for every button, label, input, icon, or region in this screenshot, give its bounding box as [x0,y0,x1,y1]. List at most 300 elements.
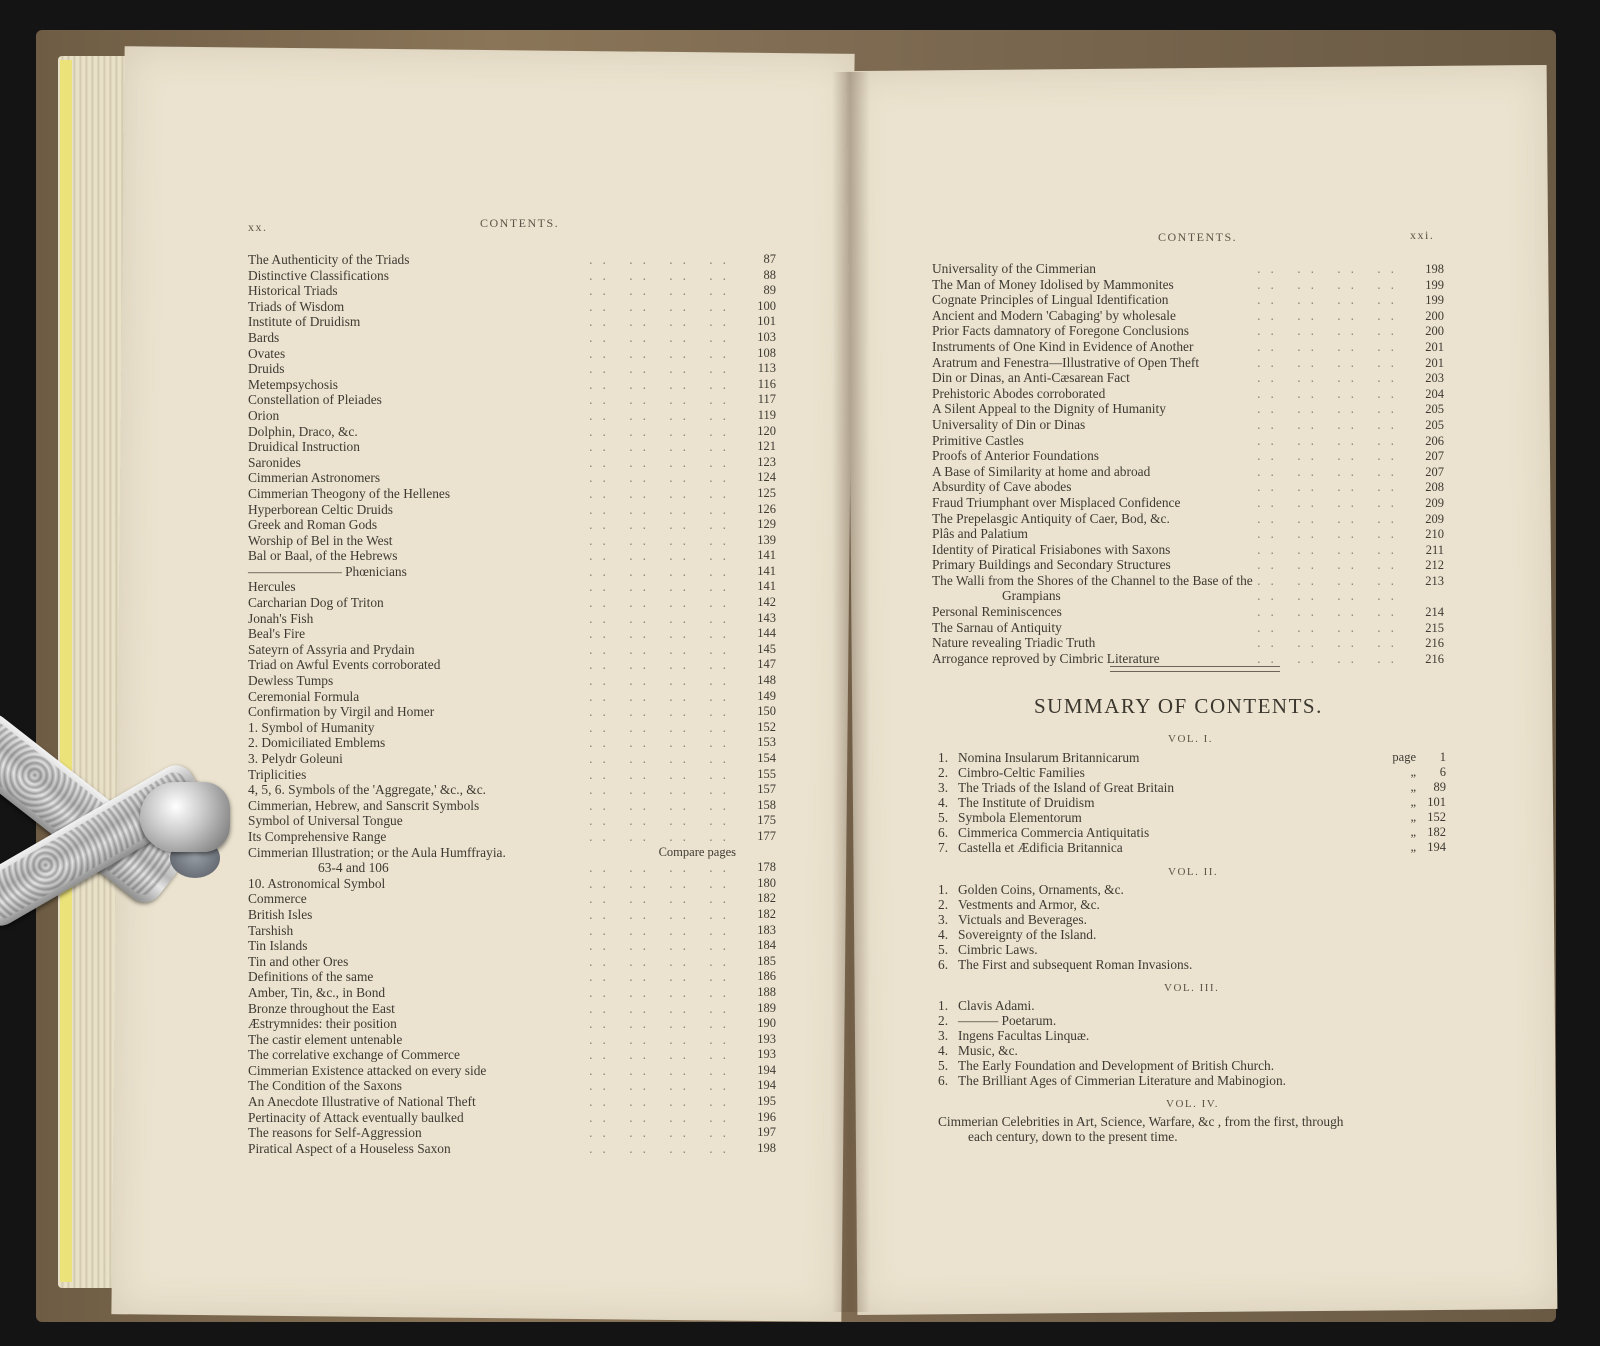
entry-page-number: 149 [757,688,776,703]
entry-page-number: 213 [1425,573,1444,588]
right-contents-list [932,262,1444,667]
leader-dots: .. .. .. .. [589,517,736,533]
entry-page-number: 87 [763,252,776,266]
item-number: 5. [938,1058,949,1073]
entry-title: Hyperborean Celtic Druids [248,501,394,517]
leader-dots: .. .. .. .. [589,314,736,330]
entry-title: Orion [248,407,280,423]
leader-dots: .. .. .. .. [1257,635,1404,651]
entry-title: Symbol of Universal Tongue [248,813,403,829]
entry-page-number: 208 [1425,480,1444,495]
leader-dots: .. .. .. .. [589,797,736,813]
entry-title: Definitions of the same [248,969,374,985]
summary-item [938,1058,1446,1073]
contents-entry [248,829,776,845]
contents-entry [248,564,776,580]
leader-dots: .. .. .. .. [589,532,736,548]
entry-page-number: 141 [757,548,776,563]
leader-dots: .. .. .. .. [589,407,736,423]
leader-dots: .. .. .. .. [589,329,736,345]
leader-dots: .. .. .. .. [1257,463,1404,479]
leader-dots: .. .. .. .. [1257,276,1404,292]
contents-entry [932,340,1444,356]
entry-title: Cimmerian Astronomers [248,470,381,486]
entry-title: Confirmation by Virgil and Homer [248,704,435,720]
entry-title: The Walli from the Shores of the Channel to the Base of the [932,572,1253,588]
contents-entry [248,595,776,611]
leader-dots: .. .. .. .. [1257,401,1404,417]
item-number: 5. [938,942,949,957]
entry-title: Absurdity of Cave abodes [932,479,1072,495]
leader-dots: .. .. .. .. [589,252,736,267]
contents-entry [932,543,1444,559]
item-title: The First and subsequent Roman Invasions. [958,957,1193,972]
item-title: Cimbro-Celtic Families [958,765,1085,780]
entry-title: Universality of Din or Dinas [932,416,1086,432]
entry-title: The Prepelasgic Antiquity of Caer, Bod, &c. [932,510,1170,526]
item-title: ——— Poetarum. [958,1013,1057,1028]
entry-title: 2. Domiciliated Emblems [248,735,386,751]
entry-title: Greek and Roman Gods [248,517,378,533]
entry-title: Bards [248,329,280,345]
contents-entry [248,923,776,939]
contents-entry [932,496,1444,512]
entry-page-number: 185 [757,953,776,968]
leader-dots: .. .. .. .. [589,563,736,579]
item-number: 1. [938,750,949,765]
entry-page-number: 124 [757,470,776,485]
leader-dots: .. .. .. .. [1257,572,1404,588]
leader-dots: .. .. .. .. [589,1094,736,1110]
leader-dots: .. .. .. .. [589,1047,736,1063]
vol-4-heading: VOL. IV. [1166,1098,1220,1110]
leader-dots: .. .. .. .. [1257,557,1404,573]
summary-item [938,1028,1446,1043]
entry-page-number: 211 [1425,542,1444,557]
contents-entry [248,486,776,502]
entry-page-number: 88 [763,267,776,282]
entry-page-number: 157 [757,782,776,797]
leader-dots: .. .. .. .. [589,361,736,377]
entry-page-number: 126 [757,501,776,516]
entry-title: Proofs of Anterior Foundations [932,448,1100,464]
vol-4-description [938,1114,1458,1144]
leader-dots: .. .. .. .. [1257,494,1404,510]
book-gutter [832,72,870,1312]
contents-entry [248,954,776,970]
left-contents-list [248,252,776,1156]
entry-page-number: 209 [1425,495,1444,510]
leader-dots: .. .. .. .. [589,626,736,642]
entry-page-number: 145 [757,641,776,656]
entry-page-number: 186 [757,969,776,984]
entry-title: 10. Astronomical Symbol [248,875,386,891]
item-page-number: 89 [1433,780,1446,794]
entry-page-number: 207 [1425,449,1444,464]
leader-dots: .. .. .. .. [1257,323,1404,339]
contents-entry [248,268,776,284]
item-page-number: 194 [1427,840,1446,854]
leader-dots: .. .. .. .. [589,828,736,844]
entry-title: Bronze throughout the East [248,1000,395,1016]
leader-dots: .. .. .. .. [589,298,736,314]
double-rule-divider [1110,666,1280,672]
contents-entry [248,470,776,486]
entry-page-number: 116 [757,376,776,391]
leader-dots: .. .. .. .. [1257,385,1404,401]
entry-page-number: 209 [1425,511,1444,526]
entry-page-number: 89 [763,283,776,298]
vol-2-heading: VOL. II. [1168,866,1219,878]
leader-dots: .. .. .. .. [589,1125,736,1141]
leader-dots: .. .. .. .. [589,610,736,626]
item-title: Cimbric Laws. [958,942,1038,957]
entry-page-number: 141 [757,579,776,594]
summary-item [938,882,1446,897]
leader-dots: .. .. .. .. [589,579,736,595]
entry-page-number: 175 [757,813,776,828]
entry-page-number: 143 [757,610,776,625]
contents-entry [248,299,776,315]
contents-entry [932,434,1444,450]
entry-page-number: 103 [757,329,776,344]
entry-title: A Base of Similarity at home and abroad [932,463,1151,479]
contents-entry [248,845,776,861]
entry-title: Amber, Tin, &c., in Bond [248,984,386,1000]
leader-dots: .. .. .. .. [589,906,736,922]
vol-1-heading: VOL. I. [1168,733,1214,745]
entry-title: 4, 5, 6. Symbols of the 'Aggregate,' &c., &c. [248,782,487,798]
entry-page-number: 150 [757,704,776,719]
leader-dots: .. .. .. .. [1257,604,1404,620]
item-number: 4. [938,927,949,942]
contents-entry [248,1047,776,1063]
item-page-prefix: „ [1410,795,1416,809]
entry-page-number: 178 [757,860,776,875]
contents-entry [932,262,1444,278]
entry-title: Ceremonial Formula [248,688,360,704]
entry-page-number: 194 [757,1062,776,1077]
contents-entry [248,1094,776,1110]
contents-entry [932,480,1444,496]
contents-entry [248,798,776,814]
entry-page-number: 205 [1425,417,1444,432]
leader-dots: .. .. .. .. [589,595,736,611]
entry-page-number: 121 [757,439,776,454]
entry-title: Arrogance reproved by Cimbric Literature [932,650,1160,666]
entry-page-number: 198 [1425,262,1444,276]
leader-dots: .. .. .. .. [589,751,736,766]
entry-page-number: 154 [757,751,776,765]
item-title: The Triads of the Island of Great Britain [958,780,1175,795]
item-number: 4. [938,795,949,810]
item-number: 1. [938,998,949,1013]
contents-entry [248,891,776,907]
leader-dots: .. .. .. .. [589,953,736,969]
entry-page-number: 210 [1425,527,1444,542]
entry-page-number: 101 [757,314,776,329]
entry-title: Prior Facts damnatory of Foregone Conclusions [932,323,1189,339]
leader-dots: .. .. .. .. [589,1062,736,1078]
entry-page-number: 201 [1425,339,1444,354]
contents-entry [932,605,1444,621]
entry-title: Constellation of Pleiades [248,392,382,408]
contents-entry [932,418,1444,434]
entry-page-number: 193 [757,1047,776,1062]
entry-page-number: 113 [757,361,776,376]
entry-page-number: 204 [1425,386,1444,401]
summary-item [938,1013,1446,1028]
contents-entry [932,387,1444,403]
contents-entry [248,314,776,330]
entry-title: ——————— Phœnicians [248,563,407,579]
item-number: 2. [938,765,949,780]
entry-page-number: 119 [757,407,776,422]
entry-page-number: 158 [757,797,776,812]
contents-entry [932,309,1444,325]
leader-dots: .. .. .. .. [589,267,736,283]
leader-dots: .. .. .. .. [1257,307,1404,323]
entry-title: Instruments of One Kind in Evidence of Another [932,338,1194,354]
contents-entry [248,579,776,595]
leader-dots: .. .. .. .. [1257,338,1404,354]
contents-entry [248,1032,776,1048]
leader-dots: .. .. .. .. [589,439,736,455]
item-page-prefix: „ [1410,780,1416,794]
entry-title: Beal's Fire [248,626,306,642]
contents-entry [932,402,1444,418]
entry-page-number: 180 [757,875,776,890]
contents-entry [248,642,776,658]
item-title: The Early Foundation and Development of British Church. [958,1058,1275,1073]
item-number: 3. [938,912,949,927]
leader-dots: .. .. .. .. [589,704,736,720]
entry-title: British Isles [248,906,313,922]
entry-title: Triads of Wisdom [248,298,345,314]
entry-page-number: 183 [757,922,776,937]
contents-entry [248,361,776,377]
entry-title: Cognate Principles of Lingual Identification [932,292,1169,308]
entry-page-number: 182 [757,906,776,921]
contents-entry [248,548,776,564]
leader-dots: .. .. .. .. [589,688,736,704]
page-edge-gilt [60,60,72,1282]
leader-dots: .. .. .. .. [589,345,736,361]
contents-entry [248,517,776,533]
entry-title: Æstrymnides: their position [248,1016,397,1032]
contents-entry [248,1001,776,1017]
entry-title: Triad on Awful Events corroborated [248,657,441,673]
entry-page-number: 117 [757,392,776,407]
contents-entry [932,293,1444,309]
item-title: The Institute of Druidism [958,795,1095,810]
entry-page-number: 153 [757,735,776,750]
entry-page-number: 207 [1425,464,1444,479]
entry-page-number: 184 [757,938,776,953]
entry-title: Ancient and Modern 'Cabaging' by wholesale [932,307,1176,323]
contents-entry [248,813,776,829]
right-running-header: CONTENTS. [1158,230,1238,244]
leader-dots: .. .. .. .. [1257,588,1404,604]
item-title: Golden Coins, Ornaments, &c. [958,882,1124,897]
entry-title: Worship of Bel in the West [248,532,393,548]
leader-dots: .. .. .. .. [589,673,736,689]
item-page-prefix: „ [1410,840,1416,854]
entry-title: Cimmerian Existence attacked on every side [248,1062,487,1078]
leader-dots: .. .. .. .. [589,782,736,798]
entry-page-number: 199 [1425,277,1444,292]
contents-entry [932,558,1444,574]
entry-title: The castir element untenable [248,1031,403,1047]
entry-page-number: 125 [757,485,776,500]
entry-page-number: 189 [757,1000,776,1015]
entry-title: Universality of the Cimmerian [932,261,1096,276]
item-number: 7. [938,840,949,855]
entry-title: Historical Triads [248,283,338,299]
contents-entry [248,502,776,518]
leader-dots: .. .. .. .. [589,1016,736,1032]
summary-item [938,750,1446,765]
entry-title: Primary Buildings and Secondary Structures [932,557,1171,573]
entry-title: The Man of Money Idolised by Mammonites [932,276,1174,292]
contents-entry [248,1078,776,1094]
vol-1-list [938,750,1446,855]
entry-page-number: 120 [757,423,776,438]
entry-title: A Silent Appeal to the Dignity of Humanity [932,401,1166,417]
item-title: Ingens Facultas Linquæ. [958,1028,1090,1043]
contents-entry [248,735,776,751]
entry-title: Primitive Castles [932,432,1024,448]
leader-dots: .. .. .. .. [1257,261,1404,276]
entry-page-number: 194 [757,1078,776,1093]
leader-dots: .. .. .. .. [589,1140,736,1156]
contents-entry [248,439,776,455]
entry-title: The correlative exchange of Commerce [248,1047,460,1063]
summary-title: SUMMARY OF CONTENTS. [1034,694,1323,718]
leader-dots: .. .. .. .. [1257,448,1404,464]
entry-title: Tin Islands [248,938,308,954]
item-number: 4. [938,1043,949,1058]
entry-title: Sateyrn of Assyria and Prydain [248,641,415,657]
entry-title: Druids [248,361,285,377]
contents-entry [248,673,776,689]
entry-page-number: 148 [757,673,776,688]
leader-dots: .. .. .. .. [589,392,736,408]
entry-page-number: 100 [757,298,776,313]
entry-page-number: 142 [757,595,776,610]
contents-entry [932,512,1444,528]
leader-dots: .. .. .. .. [1257,370,1404,386]
contents-entry [248,455,776,471]
entry-page-number: 139 [757,532,776,547]
leader-dots: .. .. .. .. [589,984,736,1000]
leader-dots: .. .. .. .. [1257,541,1404,557]
entry-title: Plâs and Palatium [932,526,1028,542]
entry-title: Institute of Druidism [248,314,361,330]
item-page-prefix: „ [1410,810,1416,824]
contents-entry [248,533,776,549]
entry-page-number: 197 [757,1125,776,1140]
contents-entry [248,1141,776,1157]
entry-page-number: 152 [757,719,776,734]
entry-page-number: 216 [1425,636,1444,651]
summary-item [938,810,1446,825]
leader-dots: .. .. .. .. [589,1109,736,1125]
item-title: Vestments and Armor, &c. [958,897,1100,912]
summary-item [938,897,1446,912]
leader-dots: .. .. .. .. [589,1078,736,1094]
item-page-number: 6 [1439,765,1446,779]
leader-dots: .. .. .. .. [589,813,736,829]
item-page-number: 101 [1427,795,1446,809]
leader-dots: .. .. .. .. [1257,510,1404,526]
contents-entry [248,330,776,346]
contents-entry [248,611,776,627]
entry-page-number: 200 [1425,308,1444,323]
summary-item [938,795,1446,810]
contents-entry [248,377,776,393]
entry-title: Aratrum and Fenestra—Illustrative of Open Theft [932,354,1200,370]
entry-title: Hercules [248,579,296,595]
entry-title: Distinctive Classifications [248,267,389,283]
leader-dots: .. .. .. .. [589,860,736,876]
item-page-prefix: „ [1410,825,1416,839]
entry-page-number: 200 [1425,324,1444,339]
leader-dots: .. .. .. .. [1257,354,1404,370]
contents-entry [248,860,776,876]
leader-dots: .. .. .. .. [1257,432,1404,448]
entry-title: Din or Dinas, an Anti-Cæsarean Fact [932,370,1130,386]
contents-entry [248,969,776,985]
item-page-prefix: page [1392,750,1416,764]
right-folio: xxi. [1410,228,1435,242]
entry-title: Metempsychosis [248,376,339,392]
leader-dots: .. .. .. .. [589,969,736,985]
contents-entry [248,252,776,268]
leader-dots: .. .. .. .. [589,470,736,486]
leader-dots: .. .. .. .. [1257,650,1404,666]
entry-title: Grampians [1002,588,1061,604]
item-number: 2. [938,897,949,912]
item-title: Music, &c. [958,1043,1018,1058]
entry-page-number: 108 [757,345,776,360]
item-title: Cimmerica Commercia Antiquitatis [958,825,1150,840]
item-page-number: 182 [1427,825,1446,839]
contents-entry [248,689,776,705]
entry-title: Saronides [248,454,301,470]
contents-entry [248,985,776,1001]
entry-page-number: 214 [1425,605,1444,620]
entry-title: Commerce [248,891,307,907]
contents-entry [248,782,776,798]
item-number: 1. [938,882,949,897]
item-page-prefix: „ [1410,765,1416,779]
leader-dots: .. .. .. .. [589,283,736,299]
contents-entry [248,720,776,736]
contents-entry [932,371,1444,387]
entry-title: Carcharian Dog of Triton [248,595,384,611]
entry-title: Tarshish [248,922,294,938]
entry-page-number: 141 [757,563,776,578]
entry-title: The Sarnau of Antiquity [932,619,1062,635]
vol-3-heading: VOL. III. [1164,982,1220,994]
entry-title: Jonah's Fish [248,610,314,626]
contents-entry [932,589,1444,605]
contents-entry [248,1016,776,1032]
contents-entry [248,1063,776,1079]
item-title: Sovereignty of the Island. [958,927,1097,942]
item-page-number: 152 [1427,810,1446,824]
